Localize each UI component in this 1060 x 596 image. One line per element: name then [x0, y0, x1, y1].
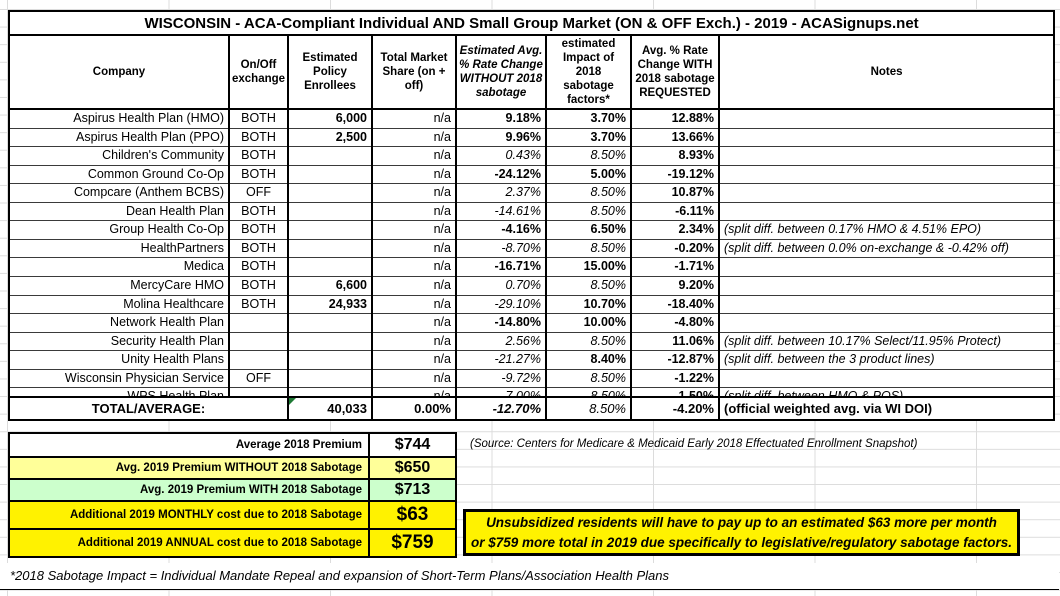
- sabotage-cost-line2: or $759 more total in 2019 due specifically to legislative/regulatory sabotage factors.: [471, 534, 1012, 550]
- header-rate-with[interactable]: Avg. % Rate Change WITH 2018 sabotage REQUESTED: [631, 35, 719, 109]
- cell-rate-without[interactable]: -14.80%: [456, 314, 546, 333]
- cell-enrollees[interactable]: 2,500: [288, 128, 372, 147]
- cell-rate-with[interactable]: 8.93%: [631, 147, 719, 166]
- cell-company[interactable]: Common Ground Co-Op: [9, 165, 229, 184]
- cell-exchange[interactable]: [229, 314, 288, 333]
- company-row: [9, 239, 1054, 258]
- summary-label-annual-cost[interactable]: Additional 2019 ANNUAL cost due to 2018 Sabotage: [9, 529, 369, 557]
- cell-company[interactable]: Molina Healthcare: [9, 295, 229, 314]
- sabotage-footnote: *2018 Sabotage Impact = Individual Mandate Repeal and expansion of Short-Term Plans/Association Health Plans: [0, 563, 1059, 590]
- cell-rate-without[interactable]: -24.12%: [456, 165, 546, 184]
- header-company[interactable]: Company: [9, 35, 229, 109]
- cell-enrollees[interactable]: [288, 351, 372, 370]
- header-notes[interactable]: Notes: [719, 35, 1054, 109]
- summary-label-2018-premium[interactable]: Average 2018 Premium: [9, 433, 369, 457]
- cell-market-share[interactable]: n/a: [372, 332, 456, 351]
- cell-company[interactable]: Children's Community: [9, 147, 229, 166]
- cell-note[interactable]: [719, 258, 1054, 277]
- sabotage-cost-line1: Unsubsidized residents will have to pay up to an estimated $63 more per month: [486, 514, 997, 530]
- summary-value-2019-with[interactable]: $713: [369, 479, 456, 501]
- cell-rate-without[interactable]: 0.43%: [456, 147, 546, 166]
- cell-impact[interactable]: 8.50%: [546, 332, 631, 351]
- cell-enrollees[interactable]: [288, 165, 372, 184]
- cell-note[interactable]: (split diff. between 0.0% on-exchange & -0.42% off): [719, 239, 1054, 258]
- cell-exchange[interactable]: BOTH: [229, 147, 288, 166]
- cell-company[interactable]: Group Health Co-Op: [9, 221, 229, 240]
- cell-market-share[interactable]: n/a: [372, 258, 456, 277]
- cell-rate-without[interactable]: 2.37%: [456, 184, 546, 203]
- summary-label-2019-without[interactable]: Avg. 2019 Premium WITHOUT 2018 Sabotage: [9, 457, 369, 479]
- cell-rate-without[interactable]: 2.56%: [456, 332, 546, 351]
- cell-rate-with[interactable]: 12.88%: [631, 109, 719, 128]
- cell-comment-icon: [289, 398, 296, 405]
- cell-market-share[interactable]: n/a: [372, 128, 456, 147]
- cell-impact[interactable]: 8.50%: [546, 277, 631, 296]
- cell-note[interactable]: (split diff. between 0.17% HMO & 4.51% EPO): [719, 221, 1054, 240]
- header-row: [9, 35, 1054, 109]
- cell-note[interactable]: [719, 184, 1054, 203]
- cell-market-share[interactable]: n/a: [372, 351, 456, 370]
- cell-enrollees[interactable]: [288, 202, 372, 221]
- cell-company[interactable]: Wisconsin Physician Service: [9, 369, 229, 388]
- cell-impact[interactable]: 8.40%: [546, 351, 631, 370]
- cell-rate-with[interactable]: -6.11%: [631, 202, 719, 221]
- cell-market-share[interactable]: n/a: [372, 314, 456, 333]
- cell-company[interactable]: Dean Health Plan: [9, 202, 229, 221]
- cell-company[interactable]: MercyCare HMO: [9, 277, 229, 296]
- cell-rate-without[interactable]: 9.96%: [456, 128, 546, 147]
- company-row: [9, 258, 1054, 277]
- header-exchange[interactable]: On/Off exchange: [229, 35, 288, 109]
- company-row: [9, 277, 1054, 296]
- summary-label-2019-with[interactable]: Avg. 2019 Premium WITH 2018 Sabotage: [9, 479, 369, 501]
- cell-enrollees[interactable]: [288, 184, 372, 203]
- company-row: [9, 369, 1054, 388]
- total-note-cell[interactable]: (official weighted avg. via WI DOI): [719, 397, 1054, 420]
- cell-exchange[interactable]: [229, 351, 288, 370]
- cell-enrollees[interactable]: 6,600: [288, 277, 372, 296]
- header-enrollees[interactable]: Estimated Policy Enrollees: [288, 35, 372, 109]
- cell-rate-without[interactable]: -8.70%: [456, 239, 546, 258]
- cell-note[interactable]: [719, 369, 1054, 388]
- cell-rate-with[interactable]: 11.06%: [631, 332, 719, 351]
- cell-rate-with[interactable]: -12.87%: [631, 351, 719, 370]
- cell-impact[interactable]: 3.70%: [546, 128, 631, 147]
- total-rate-without-cell[interactable]: -12.70%: [456, 397, 546, 420]
- summary-value-annual-cost[interactable]: $759: [369, 529, 456, 557]
- cell-market-share[interactable]: n/a: [372, 165, 456, 184]
- header-market-share[interactable]: Total Market Share (on + off): [372, 35, 456, 109]
- cell-market-share[interactable]: n/a: [372, 239, 456, 258]
- cell-rate-with[interactable]: -4.80%: [631, 314, 719, 333]
- cell-company[interactable]: Aspirus Health Plan (HMO): [9, 109, 229, 128]
- cell-note[interactable]: [719, 165, 1054, 184]
- cell-rate-with[interactable]: -0.20%: [631, 239, 719, 258]
- total-label-cell[interactable]: TOTAL/AVERAGE:: [9, 397, 288, 420]
- cell-note[interactable]: (split diff. between the 3 product lines): [719, 351, 1054, 370]
- premium-summary: [8, 432, 457, 558]
- company-row: [9, 202, 1054, 221]
- total-average-row: [8, 396, 1055, 421]
- cell-rate-with[interactable]: -19.12%: [631, 165, 719, 184]
- cell-impact[interactable]: 3.70%: [546, 109, 631, 128]
- cell-exchange[interactable]: BOTH: [229, 109, 288, 128]
- cell-enrollees[interactable]: [288, 314, 372, 333]
- cell-impact[interactable]: 5.00%: [546, 165, 631, 184]
- header-rate-without[interactable]: Estimated Avg. % Rate Change WITHOUT 2018 sabotage: [456, 35, 546, 109]
- cell-company[interactable]: Compcare (Anthem BCBS): [9, 184, 229, 203]
- cell-company[interactable]: Aspirus Health Plan (PPO): [9, 128, 229, 147]
- cell-enrollees[interactable]: 24,933: [288, 295, 372, 314]
- cell-note[interactable]: (split diff. between 10.17% Select/11.95% Protect): [719, 332, 1054, 351]
- cell-rate-with[interactable]: -18.40%: [631, 295, 719, 314]
- cell-market-share[interactable]: n/a: [372, 277, 456, 296]
- total-impact-cell[interactable]: 8.50%: [546, 397, 631, 420]
- cell-company[interactable]: HealthPartners: [9, 239, 229, 258]
- cell-exchange[interactable]: BOTH: [229, 258, 288, 277]
- cell-exchange[interactable]: BOTH: [229, 239, 288, 258]
- cell-rate-with[interactable]: -1.71%: [631, 258, 719, 277]
- cell-exchange[interactable]: BOTH: [229, 221, 288, 240]
- cell-rate-with[interactable]: -1.22%: [631, 369, 719, 388]
- cell-rate-with[interactable]: 10.87%: [631, 184, 719, 203]
- cell-enrollees[interactable]: [288, 221, 372, 240]
- cell-impact[interactable]: 15.00%: [546, 258, 631, 277]
- cell-exchange[interactable]: BOTH: [229, 128, 288, 147]
- cell-enrollees[interactable]: [288, 239, 372, 258]
- sheet-title: WISCONSIN - ACA-Compliant Individual AND Small Group Market (ON & OFF Exch.) - 2019 - ACASignups.net: [9, 11, 1054, 35]
- cell-enrollees[interactable]: [288, 258, 372, 277]
- cell-enrollees[interactable]: [288, 369, 372, 388]
- company-row: [9, 332, 1054, 351]
- sabotage-cost-callout: [463, 509, 1020, 556]
- cell-company[interactable]: Medica: [9, 258, 229, 277]
- cell-market-share[interactable]: n/a: [372, 184, 456, 203]
- summary-value-2018-premium[interactable]: $744: [369, 433, 456, 457]
- total-market-share-cell[interactable]: 0.00%: [372, 397, 456, 420]
- cell-enrollees[interactable]: [288, 332, 372, 351]
- cell-company[interactable]: Security Health Plan: [9, 332, 229, 351]
- cell-impact[interactable]: 6.50%: [546, 221, 631, 240]
- cell-note[interactable]: [719, 202, 1054, 221]
- company-row: [9, 314, 1054, 333]
- cell-rate-with[interactable]: 2.34%: [631, 221, 719, 240]
- cell-impact[interactable]: 8.50%: [546, 184, 631, 203]
- cell-rate-without[interactable]: -16.71%: [456, 258, 546, 277]
- cell-rate-with[interactable]: 9.20%: [631, 277, 719, 296]
- company-row: [9, 165, 1054, 184]
- cell-note[interactable]: [719, 128, 1054, 147]
- cell-note[interactable]: [719, 109, 1054, 128]
- company-row: [9, 128, 1054, 147]
- cell-exchange[interactable]: OFF: [229, 369, 288, 388]
- total-enrollees-cell[interactable]: 40,033: [288, 397, 372, 420]
- summary-value-2019-without[interactable]: $650: [369, 457, 456, 479]
- company-row: [9, 351, 1054, 370]
- cell-market-share[interactable]: n/a: [372, 109, 456, 128]
- cell-exchange[interactable]: [229, 332, 288, 351]
- cell-enrollees[interactable]: 6,000: [288, 109, 372, 128]
- cell-rate-without[interactable]: -9.72%: [456, 369, 546, 388]
- cell-market-share[interactable]: n/a: [372, 202, 456, 221]
- cell-rate-without[interactable]: -14.61%: [456, 202, 546, 221]
- cell-company[interactable]: Unity Health Plans: [9, 351, 229, 370]
- company-row: [9, 109, 1054, 128]
- cell-company[interactable]: Network Health Plan: [9, 314, 229, 333]
- cell-impact[interactable]: 8.50%: [546, 369, 631, 388]
- cell-note[interactable]: [719, 277, 1054, 296]
- cell-exchange[interactable]: BOTH: [229, 295, 288, 314]
- company-row: [9, 295, 1054, 314]
- company-row: [9, 184, 1054, 203]
- cell-impact[interactable]: 10.70%: [546, 295, 631, 314]
- cell-impact[interactable]: 8.50%: [546, 239, 631, 258]
- cell-exchange[interactable]: OFF: [229, 184, 288, 203]
- cell-note[interactable]: [719, 314, 1054, 333]
- cell-rate-without[interactable]: -29.10%: [456, 295, 546, 314]
- cell-impact[interactable]: 8.50%: [546, 147, 631, 166]
- cell-market-share[interactable]: n/a: [372, 221, 456, 240]
- cell-rate-without[interactable]: 9.18%: [456, 109, 546, 128]
- cell-impact[interactable]: 10.00%: [546, 314, 631, 333]
- company-rows: [9, 109, 1054, 406]
- cell-rate-without[interactable]: -21.27%: [456, 351, 546, 370]
- cell-market-share[interactable]: n/a: [372, 147, 456, 166]
- cell-impact[interactable]: 8.50%: [546, 202, 631, 221]
- summary-label-monthly-cost[interactable]: Additional 2019 MONTHLY cost due to 2018 Sabotage: [9, 501, 369, 529]
- source-note: (Source: Centers for Medicare & Medicaid Early 2018 Effectuated Enrollment Snapshot): [470, 438, 918, 450]
- cell-exchange[interactable]: BOTH: [229, 277, 288, 296]
- cell-note[interactable]: [719, 295, 1054, 314]
- cell-exchange[interactable]: BOTH: [229, 165, 288, 184]
- company-row: [9, 147, 1054, 166]
- cell-rate-without[interactable]: -4.16%: [456, 221, 546, 240]
- summary-value-monthly-cost[interactable]: $63: [369, 501, 456, 529]
- cell-market-share[interactable]: n/a: [372, 369, 456, 388]
- cell-rate-without[interactable]: 0.70%: [456, 277, 546, 296]
- header-impact[interactable]: estimated Impact of 2018 sabotage factors*: [546, 35, 631, 109]
- total-rate-with-cell[interactable]: -4.20%: [631, 397, 719, 420]
- cell-exchange[interactable]: BOTH: [229, 202, 288, 221]
- company-row: [9, 221, 1054, 240]
- cell-enrollees[interactable]: [288, 147, 372, 166]
- cell-rate-with[interactable]: 13.66%: [631, 128, 719, 147]
- cell-market-share[interactable]: n/a: [372, 295, 456, 314]
- cell-note[interactable]: [719, 147, 1054, 166]
- rate-change-table: [8, 10, 1055, 407]
- title-row: [9, 11, 1054, 35]
